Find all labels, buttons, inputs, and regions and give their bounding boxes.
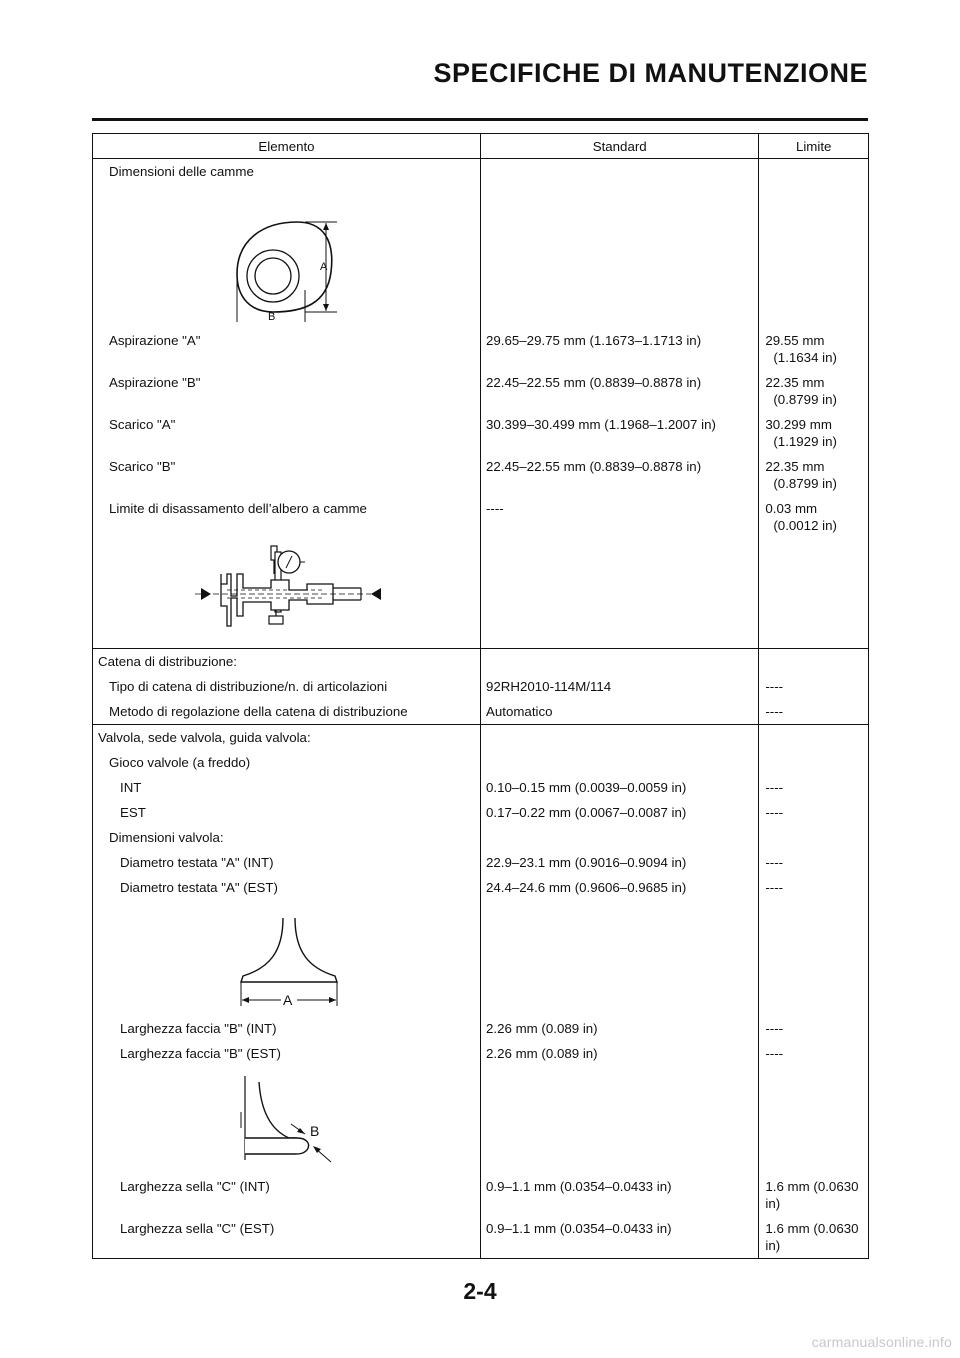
item-cell: INT bbox=[93, 775, 481, 800]
watermark: carmanualsonline.info bbox=[811, 1334, 952, 1350]
item-cell: Aspirazione "A" bbox=[93, 328, 481, 370]
standard-cell: 22.45–22.55 mm (0.8839–0.8878 in) bbox=[481, 370, 759, 412]
limit-cell: 29.55 mm (1.1634 in) bbox=[759, 328, 869, 370]
figure-row bbox=[93, 900, 869, 1016]
table-row bbox=[93, 1041, 869, 1066]
standard-cell: 0.17–0.22 mm (0.0067–0.0087 in) bbox=[481, 800, 759, 825]
limit-cell: ---- bbox=[759, 1016, 869, 1041]
column-header-standard: Standard bbox=[481, 134, 759, 159]
standard-cell: 29.65–29.75 mm (1.1673–1.1713 in) bbox=[481, 328, 759, 370]
column-header-elemento: Elemento bbox=[93, 134, 481, 159]
figure-row bbox=[93, 184, 869, 328]
runout-figure bbox=[93, 538, 481, 649]
standard-cell: ---- bbox=[481, 496, 759, 538]
valve-head-figure bbox=[93, 900, 481, 1016]
section-subheading: Dimensioni valvola: bbox=[93, 825, 481, 850]
cam-lobe-diagram bbox=[93, 190, 480, 322]
dimension-label-b: B bbox=[310, 1123, 320, 1139]
item-cell: Scarico "A" bbox=[93, 412, 481, 454]
section-heading: Valvola, sede valvola, guida valvola: bbox=[93, 725, 481, 751]
valve-face-figure bbox=[93, 1066, 481, 1174]
item-cell: Limite di disassamento dell’albero a camme bbox=[93, 496, 481, 538]
table-row bbox=[93, 370, 869, 412]
standard-cell: 30.399–30.499 mm (1.1968–1.2007 in) bbox=[481, 412, 759, 454]
standard-cell: 0.9–1.1 mm (0.0354–0.0433 in) bbox=[481, 1174, 759, 1216]
spec-table bbox=[92, 133, 869, 1259]
item-cell: EST bbox=[93, 800, 481, 825]
page-number: 2-4 bbox=[463, 1278, 497, 1304]
table-row bbox=[93, 674, 869, 699]
standard-cell: 24.4–24.6 mm (0.9606–0.9685 in) bbox=[481, 875, 759, 900]
table-row bbox=[93, 699, 869, 725]
item-cell: Diametro testata "A" (INT) bbox=[93, 850, 481, 875]
table-row bbox=[93, 649, 869, 675]
item-cell: Metodo di regolazione della catena di distribuzione bbox=[93, 699, 481, 725]
table-row bbox=[93, 725, 869, 751]
table-row bbox=[93, 328, 869, 370]
standard-cell: 2.26 mm (0.089 in) bbox=[481, 1041, 759, 1066]
table-row bbox=[93, 800, 869, 825]
limit-cell: ---- bbox=[759, 850, 869, 875]
section-subheading: Gioco valvole (a freddo) bbox=[93, 750, 481, 775]
standard-cell: 0.9–1.1 mm (0.0354–0.0433 in) bbox=[481, 1216, 759, 1259]
item-cell: Larghezza faccia "B" (EST) bbox=[93, 1041, 481, 1066]
table-row bbox=[93, 750, 869, 775]
item-cell: Diametro testata "A" (EST) bbox=[93, 875, 481, 900]
table-row bbox=[93, 159, 869, 185]
item-cell: Aspirazione "B" bbox=[93, 370, 481, 412]
limit-cell: 22.35 mm (0.8799 in) bbox=[759, 454, 869, 496]
limit-cell: ---- bbox=[759, 800, 869, 825]
title-rule bbox=[92, 118, 868, 121]
item-cell: Larghezza faccia "B" (INT) bbox=[93, 1016, 481, 1041]
item-cell: Larghezza sella "C" (INT) bbox=[93, 1174, 481, 1216]
camshaft-runout-diagram bbox=[93, 544, 480, 642]
standard-cell: 2.26 mm (0.089 in) bbox=[481, 1016, 759, 1041]
dimension-label-a: A bbox=[283, 992, 293, 1008]
table-row bbox=[93, 1174, 869, 1216]
limit-cell: 1.6 mm (0.0630 in) bbox=[759, 1216, 869, 1259]
standard-cell: 0.10–0.15 mm (0.0039–0.0059 in) bbox=[481, 775, 759, 800]
cam-lobe-figure bbox=[93, 184, 481, 328]
section-heading: Catena di distribuzione: bbox=[93, 649, 481, 675]
limit-cell: 1.6 mm (0.0630 in) bbox=[759, 1174, 869, 1216]
figure-row bbox=[93, 1066, 869, 1174]
item-cell: Larghezza sella "C" (EST) bbox=[93, 1216, 481, 1259]
column-header-limite: Limite bbox=[759, 134, 869, 159]
item-cell: Scarico "B" bbox=[93, 454, 481, 496]
table-row bbox=[93, 496, 869, 538]
table-row bbox=[93, 850, 869, 875]
limit-cell: 0.03 mm (0.0012 in) bbox=[759, 496, 869, 538]
table-header-row bbox=[93, 134, 869, 159]
limit-cell: 30.299 mm (1.1929 in) bbox=[759, 412, 869, 454]
section-subheading: Dimensioni delle camme bbox=[93, 159, 481, 185]
table-row bbox=[93, 412, 869, 454]
limit-cell: ---- bbox=[759, 674, 869, 699]
limit-cell: ---- bbox=[759, 775, 869, 800]
valve-head-diagram bbox=[93, 906, 480, 1010]
table-row bbox=[93, 825, 869, 850]
dimension-label-a: A bbox=[320, 261, 328, 273]
table-row bbox=[93, 875, 869, 900]
limit-cell: ---- bbox=[759, 699, 869, 725]
item-cell: Tipo di catena di distribuzione/n. di articolazioni bbox=[93, 674, 481, 699]
table-row bbox=[93, 454, 869, 496]
standard-cell: Automatico bbox=[481, 699, 759, 725]
table-row bbox=[93, 1216, 869, 1259]
standard-cell: 22.9–23.1 mm (0.9016–0.9094 in) bbox=[481, 850, 759, 875]
valve-face-diagram bbox=[93, 1072, 480, 1168]
table-row bbox=[93, 775, 869, 800]
table-row bbox=[93, 1016, 869, 1041]
standard-cell: 22.45–22.55 mm (0.8839–0.8878 in) bbox=[481, 454, 759, 496]
limit-cell: 22.35 mm (0.8799 in) bbox=[759, 370, 869, 412]
limit-cell: ---- bbox=[759, 875, 869, 900]
page-title: SPECIFICHE DI MANUTENZIONE bbox=[433, 58, 868, 88]
limit-cell: ---- bbox=[759, 1041, 869, 1066]
standard-cell: 92RH2010-114M/114 bbox=[481, 674, 759, 699]
figure-row bbox=[93, 538, 869, 649]
dimension-label-b: B bbox=[268, 311, 276, 322]
